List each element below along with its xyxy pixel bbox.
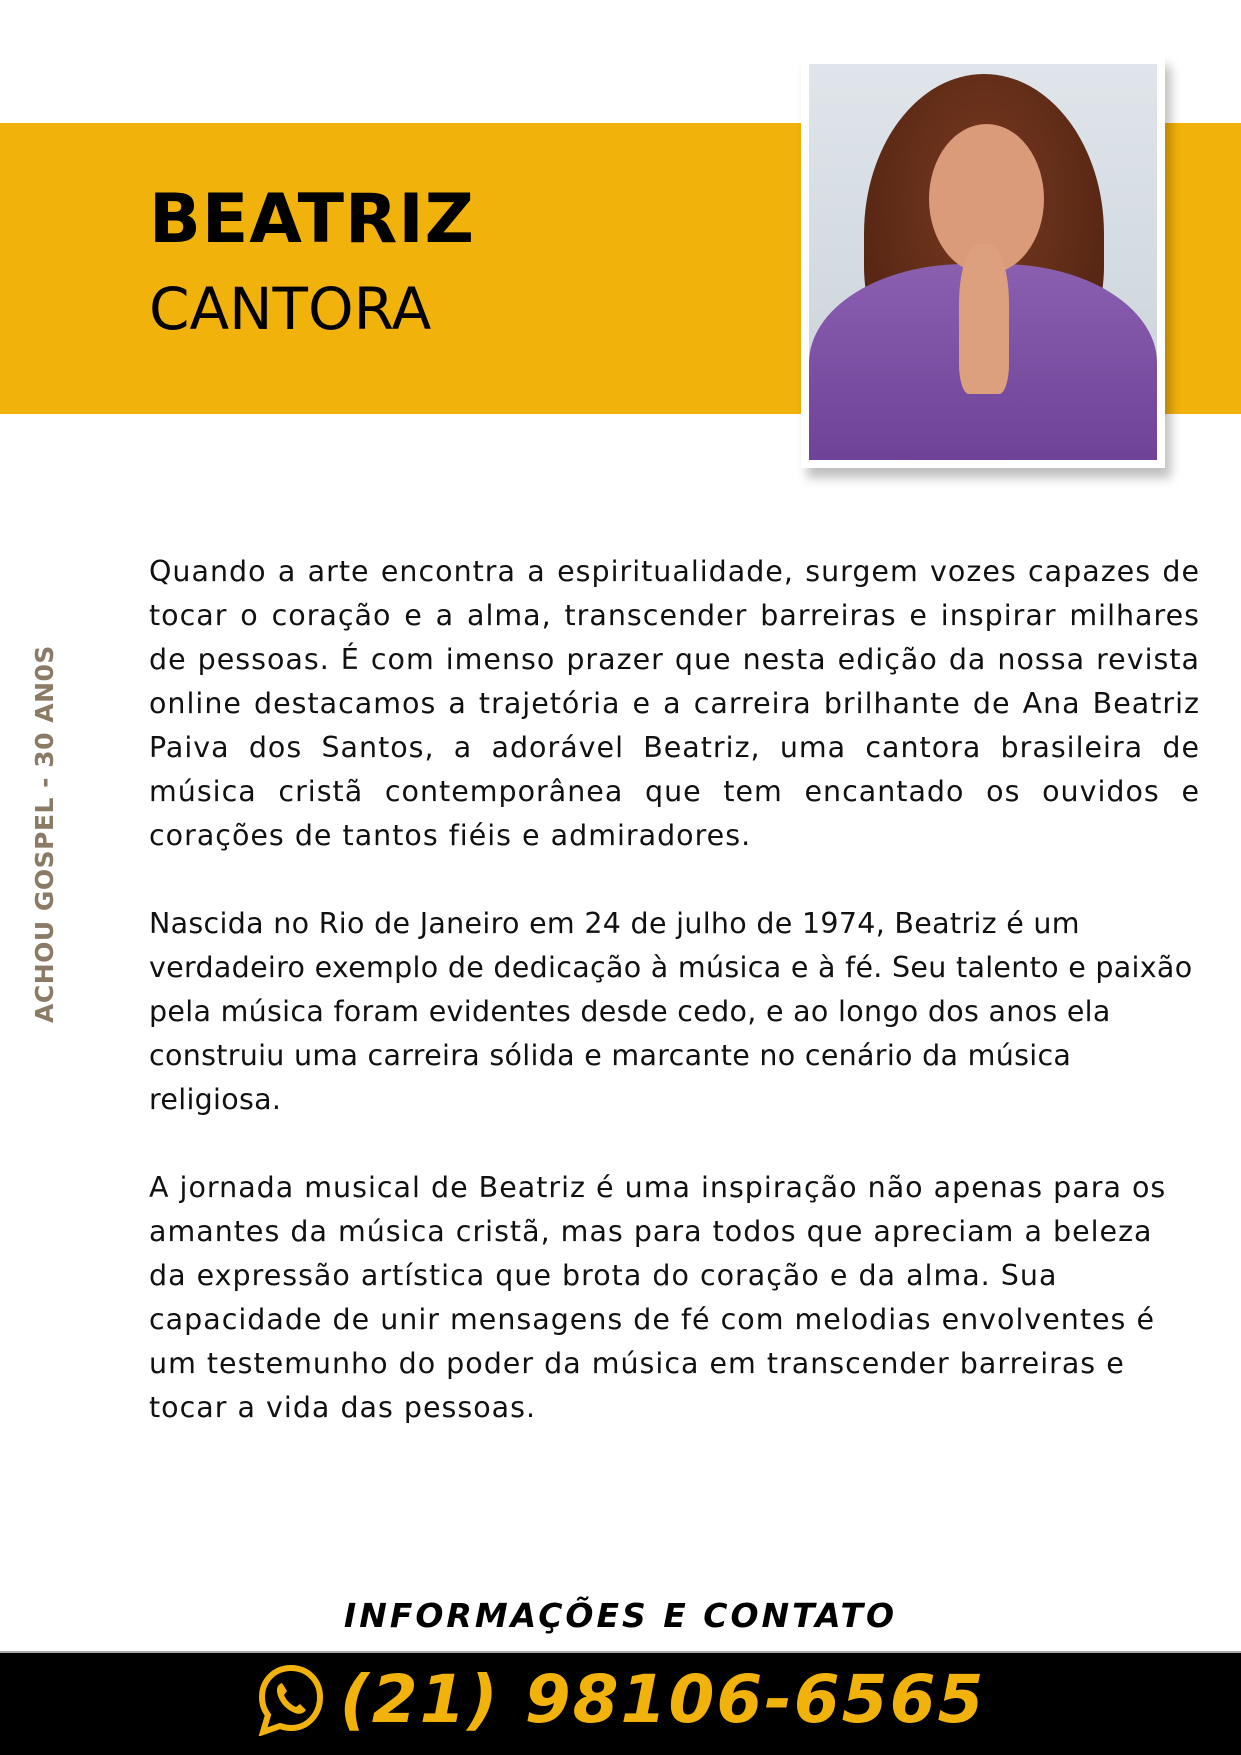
- artist-role: CANTORA: [149, 275, 432, 343]
- paragraph: Quando a arte encontra a espiritualidade, surgem vozes capazes de tocar o coração e a alma, transcender barreiras e inspirar milhares de pessoas. É com imenso prazer que nesta edição da nossa revista online destacamos a trajetória e a carreira brilhante de Ana Beatriz Paiva dos Santos, a adorável Beatriz, uma cantora brasileira de música cristã contemporânea que tem encantado os ouvidos e corações de tantos fiéis e admiradores.: [149, 555, 1200, 852]
- paragraph: Nascida no Rio de Janeiro em 24 de julho de 1974, Beatriz é um verdadeiro exemplo de dedicação à música e à fé. Seu talento e paixão pela música foram evidentes desde cedo, e ao longo dos anos ela construiu uma carreira sólida e marcante no cenário da música religiosa.: [149, 907, 1193, 1116]
- whatsapp-icon: [256, 1664, 326, 1736]
- artist-photo: [809, 64, 1157, 460]
- article-body: [149, 550, 1200, 1474]
- side-label: ACHOU GOSPEL - 30 AN0S: [30, 645, 59, 1023]
- contact-heading: INFORMAÇÕES E CONTATO: [343, 1596, 898, 1635]
- artist-photo-frame: [801, 56, 1165, 468]
- photo-hands: [959, 244, 1009, 394]
- paragraph: A jornada musical de Beatriz é uma inspiração não apenas para os amantes da música cristã, mas para todos que apreciam a beleza da expressão artística que brota do coração e da alma. Sua capacidade de unir mensagens de fé com melodias envolventes é um testemunho do poder da música em transcender barreiras e tocar a vida das pessoas.: [149, 1171, 1167, 1424]
- artist-name: BEATRIZ: [149, 180, 475, 259]
- phone-number[interactable]: (21) 98106-6565: [339, 1661, 986, 1738]
- contact-bar: [0, 1651, 1241, 1755]
